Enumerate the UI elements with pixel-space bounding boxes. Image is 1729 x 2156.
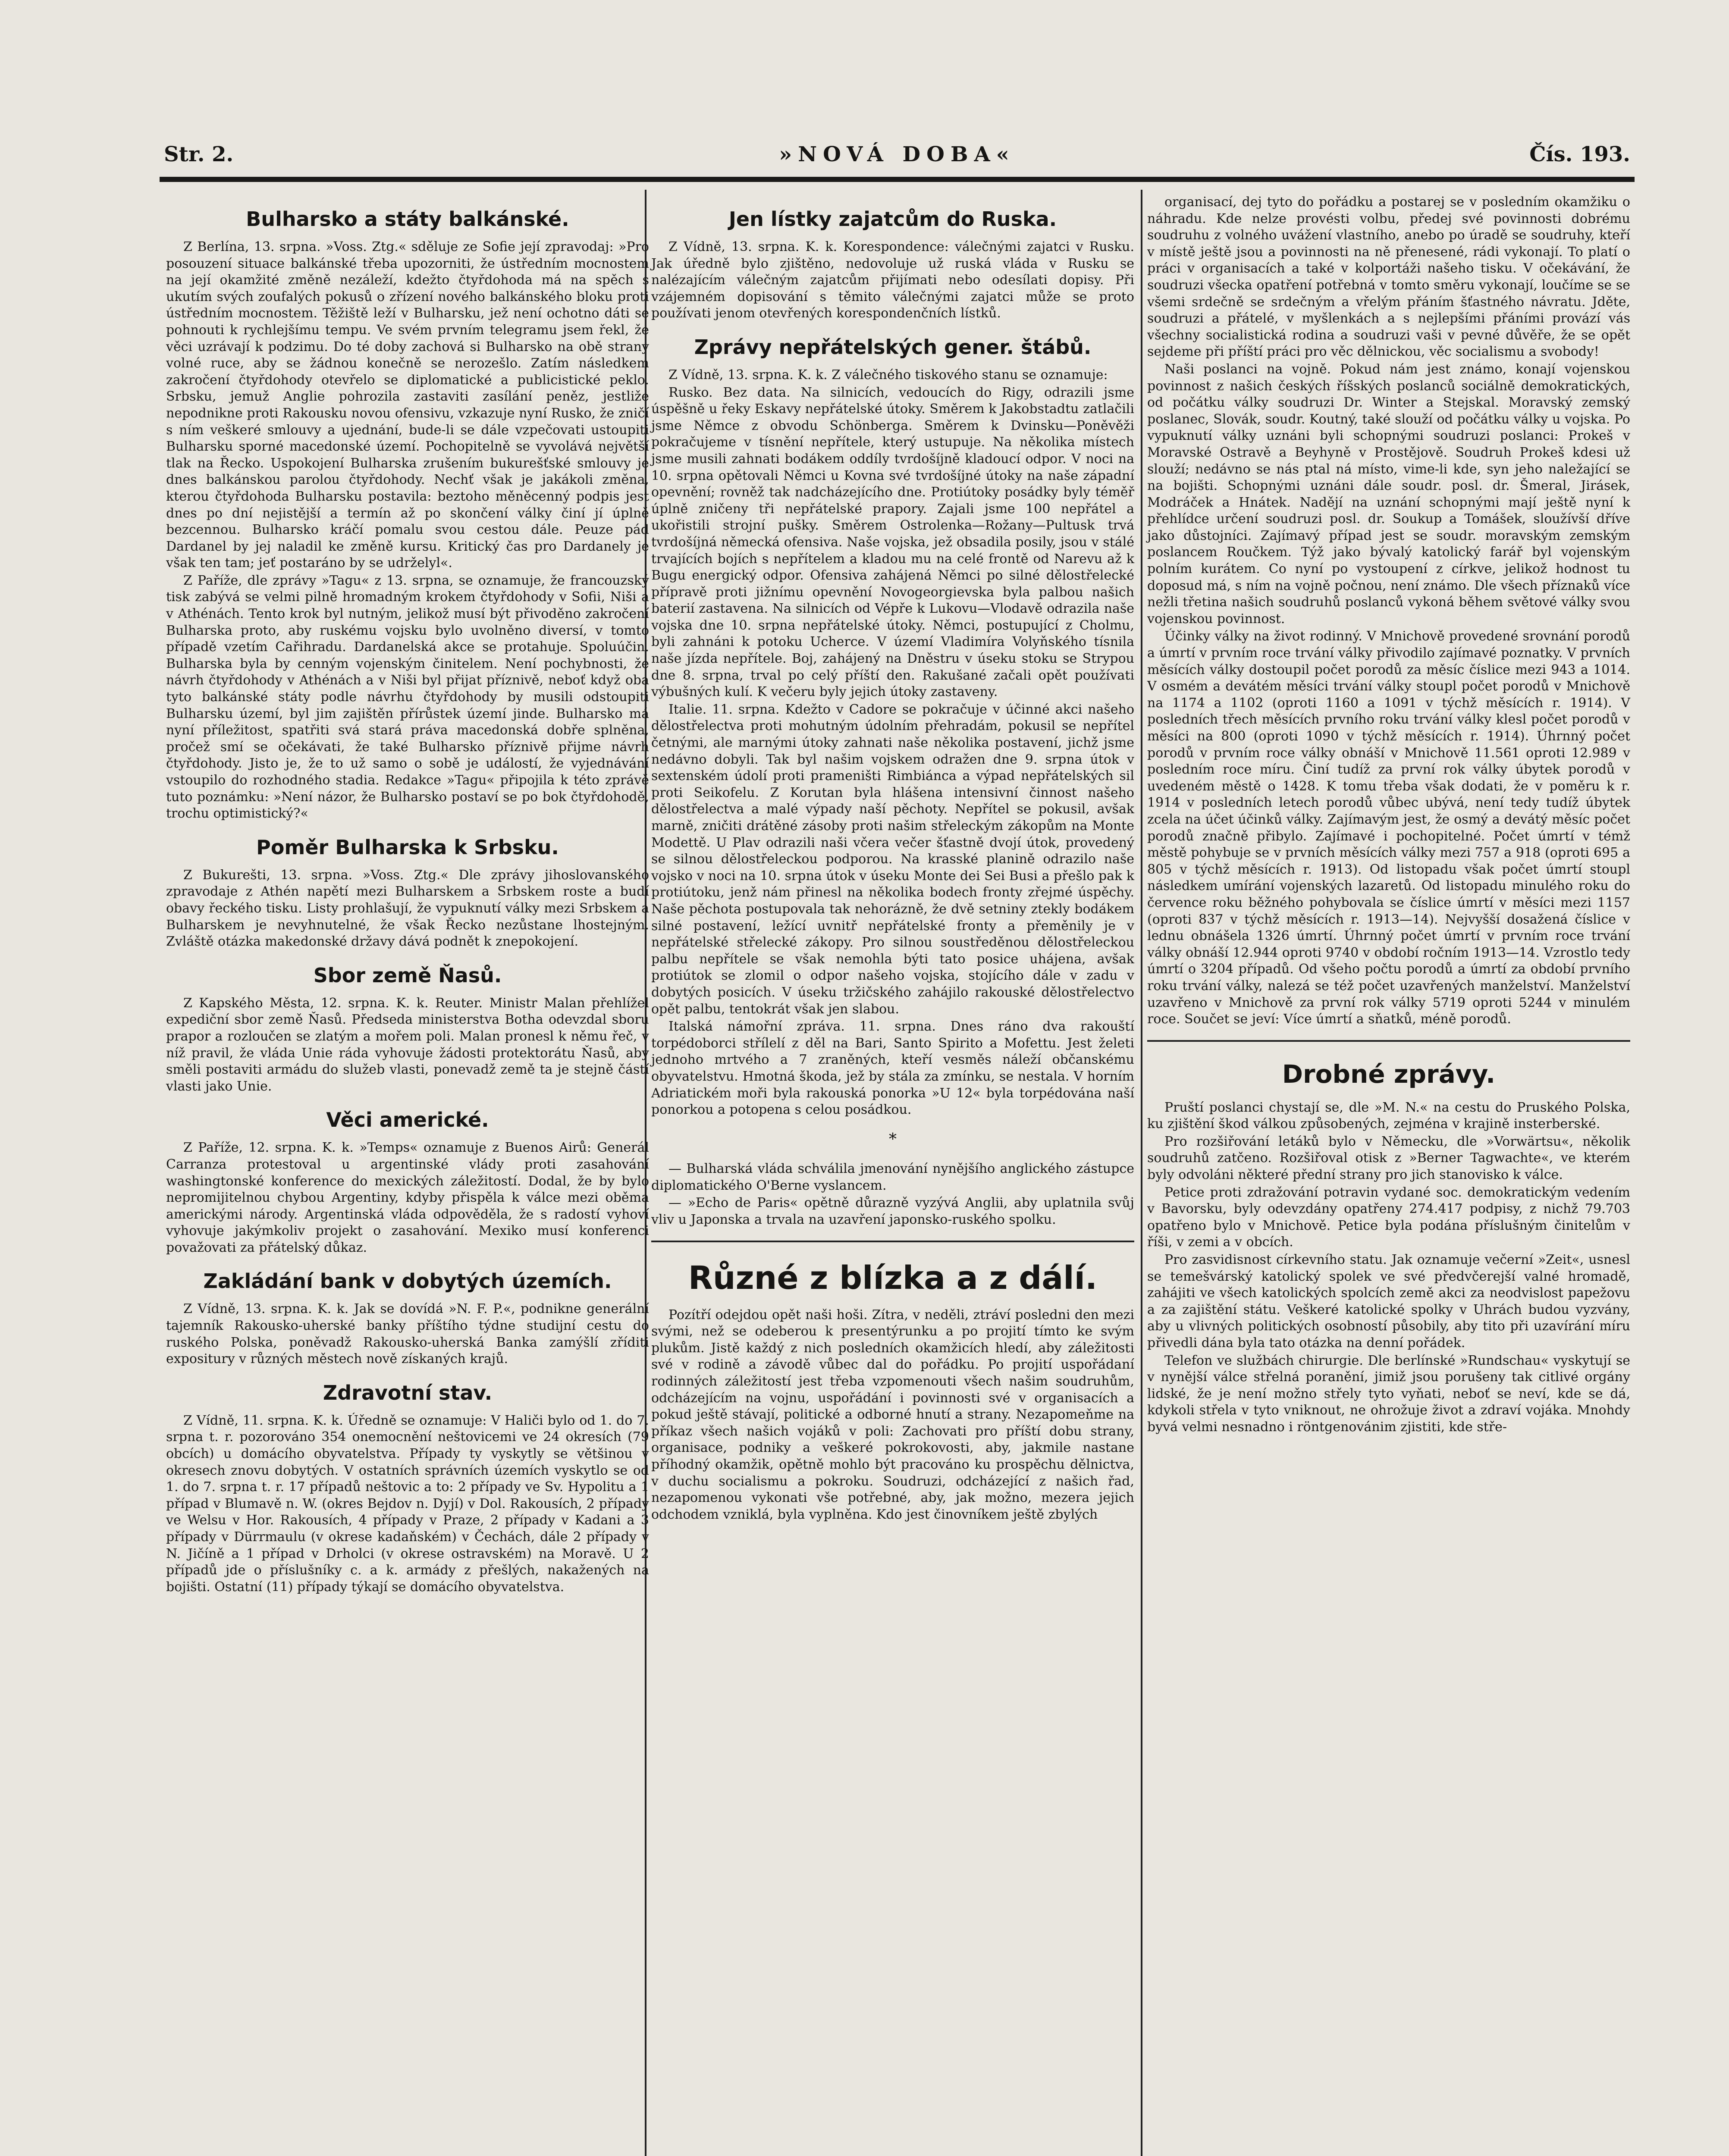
- newspaper-title: »NOVÁ DOBA«: [779, 142, 1015, 166]
- article-paragraph: Z Bukurešti, 13. srpna. »Voss. Ztg.« Dle zprávy jihoslovanského zpravodaje z Athén napětí mezi Bulharskem a Srbskem roste a budí obavy řeckého tisku. Listy prohlašují, že vypuknutí války mezi Srbskem a Bulharskem je nevyhnutelné, že však Řecko nezůstane lhostejným. Zvláště otázka makedonské državy dává podnět k znepokojení.: [166, 867, 649, 950]
- section-heading: Drobné zprávy.: [1282, 1059, 1496, 1089]
- article-heading: Jen lístky zajatcům do Ruska.: [728, 207, 1057, 231]
- article-paragraph: — Bulharská vláda schválila jmenování nynějšího anglického zástupce diplomatického O'Berne vyslancem.: [651, 1161, 1134, 1193]
- article-heading: Zprávy nepřátelských gener. štábů.: [694, 335, 1092, 359]
- article-heading: Sbor země Ňasů.: [313, 963, 502, 987]
- article-paragraph: Naši poslanci na vojně. Pokud nám jest známo, konají vojenskou povinnost z našich českých říšských poslanců sociálně demokratických, od počátku války soudruzi Dr. Winter a Stejskal. Moravský zemský poslanec, Slovák, soudr. Koutný, také slouží od počátku války u vojska. Po vypuknutí války uznáni byli schopnými soudruzi poslanci: Prokeš v Moravské Ostravě a Beyhyně v Prostějově. Soudruh Prokeš kdesi už slouží; nedávno se nás ptal ná místo, vime-li kde, syn jeho naležající se na bojišti. Schopnými uznáni dále soudr. posl. dr. Šmeral, Jirásek, Modráček a Hnátek. Nadějí na uznání schopnými mají ještě nyní k přehlídce určení soudruzi posl. dr. Soukup a Tomášek, sloužívší dříve jako důstojníci. Zajímavý případ jest se soudr. moravským zemským poslancem Roučkem. Týž jako bývalý katolický farář byl vojenským polním kurátem. Co nyní po vystoupení z církve, jelikož hodnost tu doposud má, s ním na vojně počnou, není známo. Dle všech příznaků více nežli třetina našich soudruhů poslanců vykoná během světové války svou vojenskou povinnost.: [1147, 361, 1630, 627]
- article-paragraph: organisací, dej tyto do pořádku a postarej se v posledním okamžiku o náhradu. Kde nelze provésti volbu, předej své povinnosti dobrému soudruhu z volného uvážení vlastního, anebo po úradě se soudruhy, kteří v místě ještě jsou a povinnosti na ně přenesené, rádi vykonají. To platí o práci v organisacích a také v kolportáži našeho tisku. V očekávání, že soudruzi všecka opatření potřebná v tomto směru vykonají, loučíme se se všemi srdečně se srdečným a vřelým přáním šťastného návratu. Jděte, soudruzi a přátelé, v myšlenkách a s nejlepšími přáními provází vás všechny socialistická rodina a soudruzi vaši v pevné důvěře, že se opět sejdeme při příští práci pro věc dělnickou, věc socialismu a svobody!: [1147, 194, 1630, 360]
- article-paragraph: Pozítří odejdou opět naši hoši. Zítra, v neděli, ztráví posledni den mezi svými, než se odeberou k presentýrunku a po projití tímto ke svým plukům. Jistě každý z nich posledních okamžicích hledí, aby záležitosti své v rodině a závodě vůbec dal do pořádku. Po projití uspořádaní rodinných záležitostí jest třeba vzpomenouti všech našim soudruhům, odcházejícím na vojnu, uspořádání i povinnosti své v organisacích a pokud ještě stávají, politické a odborné hnutí a strany. Nezapomeňme na příkaz všech našich vojáků v poli: Zachovati pro příští dobu strany, organisace, podniky a veškeré pokrokovosti, aby, jakmile nastane příhodný okamžik, opětně mohlo být pracováno ku prospěchu dělnictva, v duchu socialismu a pokroku. Soudruzi, odcházející z našich řad, nezapomenou vykonati vše potřebné, aby, jak možno, mezera jejich odchodem vzniklá, byla vyplněna. Kdo jest činovníkem ještě zbylých: [651, 1307, 1134, 1522]
- horizontal-rule: [651, 1241, 1134, 1242]
- article-paragraph: Pro zasvidisnost církevního statu. Jak oznamuje večerní »Zeit«, usnesl se temešvárský katolický spolek ve své předvčerejší valné hromadě, zahájiti ve všech katolických spolcích země akci za neodvislost papežovu a za zajištění státu. Veškeré katolické spolky v Uhrách budou vyzvány, aby u vlivných politických osobností působily, aby tito při uzavírání míru přivedli dána byla tato otázka na denní pořádek.: [1147, 1252, 1630, 1351]
- article-paragraph: — »Echo de Paris« opětně důrazně vyzývá Anglii, aby uplatnila svůj vliv u Japonska a trvala na uzavření japonsko-ruského spolku.: [651, 1195, 1134, 1228]
- article-paragraph: Z Vídně, 13. srpna. K. k. Jak se dovídá »N. F. P.«, podnikne generální tajemník Rakousko-uherské banky příštího týdne studijní cestu do ruského Polska, poněvadž Rakousko-uherská Banka zamýšlí zříditi expositury v různých městech nově získaných krajů.: [166, 1301, 649, 1367]
- article-paragraph: Z Berlína, 13. srpna. »Voss. Ztg.« sděluje ze Sofie její zpravodaj: »Pro posouzení situace balkánské třeba upozorniti, že ústředním mocnostem na její okamžité změně nezáleží, kdežto čtyřdohoda má na spěch s ukutím svých zoufalých pokusů o zřízení nového balkánského bloku proti ústředním mocnostem. Těžiště leží v Bulharsku, jež není ochotno dáti se pohnouti k rychlejšímu tempu. Ve svém prvním telegramu jsem řekl, že věci uzrávají k podzimu. Do té doby zachová si Bulharsko na obě strany volné ruce, aby se žádnou konečně se nerozešlo. Zatím následkem zakročení čtyřdohody otevřelo se diplomatické a publicistické peklo. Srbsku, jemuž Anglie pohrozila zastaviti zasílání peněz, jestliže nepodnikne proti Rakousku novou ofensivu, vzkazuje nyní Rusko, že zničí s ním veškeré smlouvy a ujednání, bude-li se dále vzpečovati ustoupiti Bulharsku sporné macedonské území. Pochopitelně se vyvolává největší tlak na Řecko. Uspokojení Bulharska zrušením bukurešťské smlouvy je dnes balkánskou parolou čtyřdohody. Nechť však je jakákoli změna, kterou čtyřdohoda Bulharsku postavila: beztoho měněcenný podpis jest dnes po dní nejistější a termín až po skončení války činí jí úplně bezcennou. Bulharsko kráčí pomalu svou cestou dále. Peuze pád Dardanel by jej naladil ke změně kursu. Kritický čas pro Dardanely je však ten tam; jeť postaráno by se udrželyl«.: [166, 239, 649, 571]
- article-paragraph: Účinky války na život rodinný. V Mnichově provedené srovnání porodů a úmrtí v prvním roce trvání války přivodilo zajímavé poznatky. V prvních měsících války dostoupil počet porodů za měsíc číslice mezi 943 a 1014. V osmém a devátém měsíci trvání války stoupl počet porodů v Mnichově na 1174 a 1102 (oproti 1160 a 1091 v týchž měsících r. 1914). V posledních třech měsících prvního roku trvání války klesl počet porodů v měsíci na 800 (oproti 1090 v týchž měsících r. 1914). Úhrnný počet porodů v prvním roce války obnáší v Mnichově 11.561 oproti 12.989 v posledním roce míru. Činí tudíž za první rok války úbytek porodů v uvedeném městě o 1428. K tomu třeba však dodati, že v poměru k r. 1914 v posledních letech porodů vůbec ubývá, není tedy tudíž úbytek zcela na účet účinků války. Zajímavým jest, že osmý a devátý měsíc počet porodů značně přibylo. Zajímavé i pochopitelné. Počet úmrtí v témž městě pohybuje se v prvních měsících války mezi 757 a 918 (oproti 695 a 805 v týchž měsících r. 1913). Od listopadu však počet úmrtí stoupl následkem umírání vojenských lazaretů. Od listopadu minulého roku do července roku běžného pohybovala se číslice úmrtí v měsíci mezi 1157 (oproti 837 v týchž měsících r. 1913—14). Nejvyšší dosažená číslice v lednu obnášela 1326 úmrtí. Úhrnný počet úmrtí v prvním roce trvání války obnáší 12.944 oproti 9740 v období ročním 1913—14. Vzrostlo tedy úmrtí o 3204 případů. Od všeho počtu porodů a úmrtí za období prvního roku trvání války, nalezá se též počet uzavřených manželství. Manželství uzavřeno v Mnichově za první rok války 5719 oproti 5244 v minulém roce. Součet se jeví: Více úmrtí a sňatků, méně porodů.: [1147, 629, 1630, 1027]
- article-paragraph: Rusko. Bez data. Na silnicích, vedoucích do Rigy, odrazili jsme úspěšně u řeky Eskavy nepřátelské útoky. Směrem k Jakobstadtu zatlačili jsme Němce z obvodu Schönberga. Směrem k Dvinsku—Poněvěži pokračujeme v tísnění nepřítele, který ustupuje. Na několika místech jsme musili zahnati bodákem oddíly tvrdošíjně kladoucí odpor. V noci na 10. srpna opětovali Němci u Kovna své tvrdošíjné útoky na naše západní opevnění; rovněž tak nadcházejícího dne. Protiútoky posádky byly téměř úplně zničeny tři nepřátelské prapory. Zajali jsme 100 nepřátel a ukořistili strojní pušky. Směrem Ostrolenka—Rožany—Pultusk trvá tvrdošíjná německá ofensiva. Naše vojska, jež obsadila posily, jsou v stálé trvajících bojích s nepřítelem a kladou mu na celé frontě od Narevu až k Bugu energický odpor. Ofensiva zahájená Němci po silné dělostřelecké přípravě proti jižnímu opevnění Novogeorgievska byla palbou našich baterií zastavena. Na silnicích od Vépře k Lukovu—Vlodavě odrazila naše vojska dne 10. srpna nepřátelské útoky. Němci, postupující z Cholmu, byli zahnáni k potoku Ucherce. V území Vladimíra Volyňského tísnila naše jízda nepřítele. Boj, zahájený na Dněstru v úseku stoku se Strypou dne 8. srpna, trval po celý příští den. Rakušané začali opět používati výbušných kulí. K večeru byly jejich útoky zastaveny.: [651, 385, 1134, 700]
- article-paragraph: Z Vídně, 13. srpna. K. k. Korespondence: válečnými zajatci v Rusku. Jak úředně bylo zjištěno, nedovoluje už ruská vláda v Rusku se nalézajícím válečným zajatcům přijímati nebo odesílati dopisy. Při vzájemném dopisování s těmito válečnými zajatci může se proto používati jenom otevřených korespondenčních lístků.: [651, 239, 1134, 321]
- horizontal-rule: [1147, 1040, 1630, 1042]
- article-paragraph: Z Paříže, dle zprávy »Tagu« z 13. srpna, se oznamuje, že francouzský tisk zabývá se velmi pilně hromadným krokem čtyřdohody v Sofii, Niši a v Athénách. Tento krok byl nutným, jelikož musí být přivoděno zakročení Bulharska proto, aby ruskému vojsku bylo uvolněno diversí, v tomto případě vzetím Cařihradu. Dardanelská akce se protahuje. Spoluúčin. Bulharska byla by cenným vojenským činitelem. Není pochybnosti, že návrh čtyřdohody v Athénách a v Niši byl přijat příznivě, neboť když oba tyto balkánské státy podle návrhu čtyřdohody by musili odstoupiti Bulharsku území, byl jim zajištěn přírůstek území jinde. Bulharsko má nyní příležitost, spatřiti svá stará práva macedonská dobře splněna, pročež smí se očekávati, že také Bulharsko příznivě přijme návrh čtyřdohody. Jisto je, že to už samo o sobě je událostí, že vyjednávání vstoupilo do rozhodného stadia. Redakce »Tagu« připojila k této zprávě tuto poznámku: »Není názor, že Bulharsko postaví se po bok čtyřdohodě, trochu optimistický?«: [166, 573, 649, 821]
- article-paragraph: Z Paříže, 12. srpna. K. k. »Temps« oznamuje z Buenos Airů: Generál Carranza protestoval u argentinské vlády proti zasahování washingtonské konference do mexických záležitostí. Dodal, že by bylo nepromijitelnou chybou Argentiny, kdyby přispěla k válce mezi oběma americkými národy. Argentinská vláda odpověděla, že s radostí vyhoví vyhovuje jakýmkoliv projekt o zasahování. Mexiko musí konferenci považovati za přátelský důkaz.: [166, 1140, 649, 1255]
- issue-number: Čís. 193.: [1529, 142, 1630, 166]
- article-paragraph: Petice proti zdražování potravin vydané soc. demokratickým vedením v Bavorsku, byly odevzdány opatřeny 274.417 podpisy, z nichž 79.703 opatřeno bylo v Mnichově. Petice byla podána příslušným činitelům v říši, v zemi a v obcích.: [1147, 1185, 1630, 1250]
- article-paragraph: Pruští poslanci chystají se, dle »M. N.« na cestu do Pruského Polska, ku zjištění škod válkou způsobených, zejména v krajině insterberské.: [1147, 1100, 1630, 1132]
- article-heading: Poměr Bulharska k Srbsku.: [256, 835, 559, 859]
- article-paragraph: Z Kapského Města, 12. srpna. K. k. Reuter. Ministr Malan přehlížel expediční sbor země Ňasů. Předseda ministerstva Botha odevzdal sboru prapor a rozloučen se zlatým a mořem poli. Malan pronesl k němu řeč, v níž pravil, že vláda Unie ráda vyhovuje žádosti protektorátu Ňasů, aby směli postaviti armádu do služeb vlasti, ponevadž země ta je stejně částí vlasti jako Unie.: [166, 995, 649, 1094]
- article-paragraph: Italská námořní zpráva. 11. srpna. Dnes ráno dva rakouští torpédoborci střílelí z děl na Bari, Santo Spirito a Mofettu. Jest želeti jednoho mrtvého a 7 zraněných, kteří vesměs náleží občanskému obyvatelstvu. Hmotná škoda, jež by stála za zmínku, se nestala. V horním Adriatickém moři byla rakouská ponorka »U 12« byla torpédována naší ponorkou a potopena s celou posádkou.: [651, 1019, 1134, 1118]
- section-separator: *: [889, 1130, 897, 1148]
- article-paragraph: Pro rozšiřování letáků bylo v Německu, dle »Vorwärtsu«, několik soudruhů zatčeno. Rozšiřoval otisk z »Berner Tagwachte«, ve kterém byly odvoláni některé přední strany pro jich stanovisko k válce.: [1147, 1134, 1630, 1183]
- article-heading: Věci americké.: [326, 1108, 489, 1132]
- column-2: [651, 194, 1134, 1524]
- article-heading: Zdravotní stav.: [323, 1381, 493, 1404]
- column-3: [1147, 194, 1630, 1437]
- column-divider: [1141, 190, 1142, 2156]
- column-1: [166, 194, 649, 1596]
- page-number: Str. 2.: [164, 142, 234, 166]
- article-paragraph: Z Vídně, 11. srpna. K. k. Úředně se oznamuje: V Haliči bylo od 1. do 7. srpna t. r. pozorováno 354 onemocnění neštovicemi ve 24 okresích (79 obcích) u domácího obyvatelstva. Případy ty vyskytly se většinou v okresech znovu dobytých. V ostatních správních územích vyskytlo se od 1. do 7. srpna t. r. 17 případů neštovic a to: 2 případy ve Sv. Hypolitu a 1 případ v Blumavě n. W. (okres Bejdov n. Dyjí) v Dol. Rakousích, 2 případy ve Welsu v Hor. Rakousích, 4 případy v Praze, 2 případy v Kadani a 3 případy v Dürrmaulu (v okrese kadaňském) v Čechách, dále 2 případy v N. Jičíně a 1 případ v Drholci (v okrese ostravském) na Moravě. U 2 případů jde o příslušníky c. a k. armády z přešlých, nakažených na bojišti. Ostatní (11) případy týkají se domácího obyvatelstva.: [166, 1413, 649, 1595]
- page-header: [160, 129, 1635, 182]
- article-paragraph: Z Vídně, 13. srpna. K. k. Z válečného tiskového stanu se oznamuje:: [668, 367, 1108, 382]
- section-heading: Různé z blízka a z dálí.: [688, 1259, 1098, 1297]
- article-paragraph: Italie. 11. srpna. Kdežto v Cadore se pokračuje v účinné akci našeho dělostřelectva proti mohutným údolním přehradám, pokusil se nepřítel četnými, ale marnými útoky zahnati naše několika postavení, jichž jsme nedávno dobyli. Tak byl našim vojskem odražen dne 9. srpna útok v sextenském údolí proti prameništi Rimbiánca a výpad nepřátelských sil proti Seikofelu. Z Korutan byla hlášena intensivní činnost našeho dělostřelectva a malé výpady naší pěchoty. Nepřítel se pokusil, avšak marně, zničiti drátěné zásoby proti našim střeleckým zákopům na Monte Modettě. U Plav odrazili naši včera večer šťastně dvojí útok, provedený se silnou dělostřeleckou podporou. Na krasské planině odrazilo naše vojsko v noci na 10. srpna útok v úseku Monte dei Sei Busi a přešlo pak k protiútoku, jenž nám přinesl na několika bodech fronty zřejmé úspěchy. Naše pěchota postupovala tak nehorázně, že dvě setniny ztekly bodákem silné postavení, ležící uvnitř nepřátelské fronty a přeměnily je v nepřátelské střelecké zákopy. Pro silnou soustředěnou dělostřeleckou palbu nepřítele se však nemohla býti tato posice uhájena, avšak protiútok se zlomil o odpor našeho vojska, stojícího dále v zadu v dobytých posicích. V úseku tržičského zahájilo rakouské dělostřelectvo opět palbu, tentokrát však jen slabou.: [651, 702, 1134, 1017]
- article-heading: Bulharsko a státy balkánské.: [246, 207, 569, 231]
- article-paragraph: Telefon ve službách chirurgie. Dle berlínské »Rundschau« vyskytují se v nynější válce střelná poranění, jimiž jsou porušeny tak citlivé orgány lidské, že je není možno střely tyto vyňati, neboť se neví, kde se dá, kdykoli střela v tyto vniknout, ne ohrožuje život a zdraví vojáka. Mnohdy byvá velmi nesnadno i röntgenovánim zjistiti, kde stře-: [1147, 1353, 1630, 1435]
- article-heading: Zakládání bank v dobytých územích.: [203, 1269, 612, 1293]
